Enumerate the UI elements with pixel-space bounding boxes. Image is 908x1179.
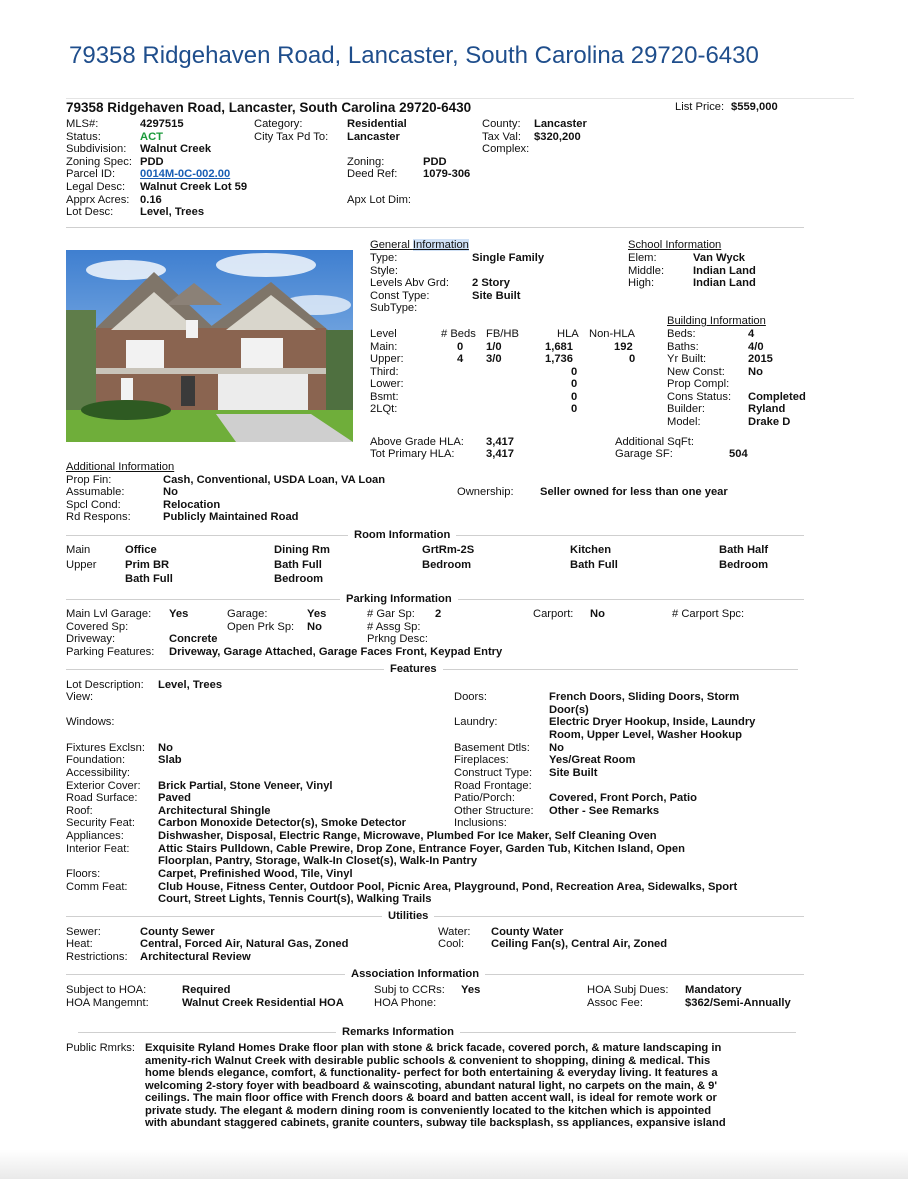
acres-label: Apprx Acres:	[66, 194, 130, 206]
hoa-phone-label: HOA Phone:	[374, 997, 437, 1009]
utilities-heading: Utilities	[382, 910, 434, 922]
legal-desc-label: Legal Desc:	[66, 181, 126, 193]
remarks-line: Exquisite Ryland Homes Drake floor plan with stone & brick facade, covered porch, & mature landscaping in	[145, 1042, 722, 1054]
elem-label: Elem:	[628, 252, 657, 264]
house-photo	[66, 250, 353, 442]
exterior-cover-value: Brick Partial, Stone Veneer, Vinyl	[158, 780, 333, 792]
elem-value: Van Wyck	[693, 252, 746, 264]
prop-fin-label: Prop Fin:	[66, 474, 112, 486]
level-nonhla: 192	[614, 341, 633, 353]
room-level-main: Main	[66, 544, 91, 556]
basement-label: Basement Dtls:	[454, 742, 530, 754]
style-label: Style:	[370, 265, 398, 277]
inclusions-label: Inclusions:	[454, 817, 507, 829]
doors-value-line: French Doors, Sliding Doors, Storm	[549, 691, 740, 703]
fireplaces-value: Yes/Great Room	[549, 754, 636, 766]
builder-value: Ryland	[748, 403, 786, 415]
roof-label: Roof:	[66, 805, 93, 817]
complex-label: Complex:	[482, 143, 530, 155]
above-grade-value: 3,417	[486, 436, 514, 448]
zoning-spec-label: Zoning Spec:	[66, 156, 132, 168]
lot-description-label: Lot Description:	[66, 679, 144, 691]
remarks-line: amenity-rich Walnut Creek with desirable public schools & convenient to shopping, dining & medical. This	[145, 1055, 711, 1067]
public-remarks-label: Public Rmrks:	[66, 1042, 135, 1054]
page-bottom-shadow	[0, 1150, 908, 1179]
water-label: Water:	[438, 926, 471, 938]
other-structure-value: Other - See Remarks	[549, 805, 660, 817]
ownership-value: Seller owned for less than one year	[540, 486, 728, 498]
middle-value: Indian Land	[693, 265, 756, 277]
level-name: Main:	[370, 341, 398, 353]
zoning-spec-value: PDD	[140, 156, 164, 168]
subdivision-value: Walnut Creek	[140, 143, 212, 155]
levels-label: Levels Abv Grd:	[370, 277, 449, 289]
type-value: Single Family	[472, 252, 545, 264]
main-garage-value: Yes	[169, 608, 189, 620]
fireplaces-label: Fireplaces:	[454, 754, 509, 766]
prop-compl-label: Prop Compl:	[667, 378, 730, 390]
gar-sp-value: 2	[435, 608, 442, 620]
foundation-value: Slab	[158, 754, 182, 766]
ccr-value: Yes	[461, 984, 481, 996]
open-prk-value: No	[307, 621, 322, 633]
type-label: Type:	[370, 252, 398, 264]
fixtures-label: Fixtures Exclsn:	[66, 742, 145, 754]
const-type-value: Site Built	[472, 290, 521, 302]
room-item: Dining Rm	[274, 544, 330, 556]
rd-respons-value: Publicly Maintained Road	[163, 511, 299, 523]
above-grade-label: Above Grade HLA:	[370, 436, 464, 448]
room-item: Bedroom	[422, 559, 472, 571]
zoning-value: PDD	[423, 156, 447, 168]
remarks-heading: Remarks Information	[336, 1026, 460, 1038]
tax-val-label: Tax Val:	[482, 131, 521, 143]
windows-label: Windows:	[66, 716, 115, 728]
general-info-heading	[370, 239, 469, 252]
appliances-label: Appliances:	[66, 830, 124, 842]
comm-feat-label: Comm Feat:	[66, 881, 128, 893]
carport-spc-label: # Carport Spc:	[672, 608, 745, 620]
divider	[66, 227, 804, 228]
levels-header-fbhb: FB/HB	[486, 328, 519, 340]
sewer-value: County Sewer	[140, 926, 215, 938]
model-value: Drake D	[748, 416, 791, 428]
level-hla: 0	[571, 378, 578, 390]
laundry-label: Laundry:	[454, 716, 498, 728]
baths-label: Baths:	[667, 341, 699, 353]
garage-label: Garage:	[227, 608, 268, 620]
fixtures-value: No	[158, 742, 173, 754]
remarks-line: welcoming 2-story foyer with beadboard & wainscoting, abundant natural light, no carpets on the main, & 9'	[145, 1080, 718, 1092]
accessibility-label: Accessibility:	[66, 767, 131, 779]
category-label: Category:	[254, 118, 303, 130]
level-fbhb: 3/0	[486, 353, 502, 365]
features-heading: Features	[384, 663, 443, 675]
hoa-label: Subject to HOA:	[66, 984, 147, 996]
remarks-line: with abundant staggered cabinets, granite counters, subway tile backsplash, ss appliances, expansive island	[145, 1117, 726, 1129]
driveway-value: Concrete	[169, 633, 218, 645]
interior-value-line: Floorplan, Pantry, Storage, Walk-In Closet(s), Walk-In Pantry	[158, 855, 478, 867]
rd-respons-label: Rd Respons:	[66, 511, 131, 523]
cons-status-value: Completed	[748, 391, 806, 403]
prkng-desc-label: Prkng Desc:	[367, 633, 428, 645]
room-item: Bath Full	[125, 573, 173, 585]
city-tax-value: Lancaster	[347, 131, 400, 143]
laundry-value-line: Electric Dryer Hookup, Inside, Laundry	[549, 716, 756, 728]
tot-primary-value: 3,417	[486, 448, 514, 460]
additional-info-heading: Additional Information	[66, 461, 175, 473]
beds-value: 4	[748, 328, 755, 340]
parking-features-label: Parking Features:	[66, 646, 155, 658]
lot-desc-value: Level, Trees	[140, 206, 205, 218]
model-label: Model:	[667, 416, 701, 428]
main-garage-label: Main Lvl Garage:	[66, 608, 152, 620]
roof-value: Architectural Shingle	[158, 805, 271, 817]
appliances-value: Dishwasher, Disposal, Electric Range, Microwave, Plumbed For Ice Maker, Self Cleaning Oven	[158, 830, 657, 842]
cons-status-label: Cons Status:	[667, 391, 732, 403]
parcel-label: Parcel ID:	[66, 168, 116, 180]
levels-header-beds: # Beds	[441, 328, 476, 340]
level-hla: 0	[571, 391, 578, 403]
county-value: Lancaster	[534, 118, 587, 130]
room-item: Bedroom	[719, 559, 769, 571]
carport-label: Carport:	[533, 608, 574, 620]
mls-value: 4297515	[140, 118, 184, 130]
floors-value: Carpet, Prefinished Wood, Tile, Vinyl	[158, 868, 353, 880]
carport-value: No	[590, 608, 605, 620]
divider	[66, 916, 804, 917]
basement-value: No	[549, 742, 564, 754]
deed-ref-value: 1079-306	[423, 168, 471, 180]
heat-label: Heat:	[66, 938, 93, 950]
floors-label: Floors:	[66, 868, 101, 880]
cool-label: Cool:	[438, 938, 465, 950]
construct-type-value: Site Built	[549, 767, 598, 779]
new-const-label: New Const:	[667, 366, 725, 378]
tax-val-value: $320,200	[534, 131, 581, 143]
beds-label: Beds:	[667, 328, 696, 340]
patio-label: Patio/Porch:	[454, 792, 515, 804]
road-surface-value: Paved	[158, 792, 191, 804]
baths-value: 4/0	[748, 341, 764, 353]
legal-desc-value: Walnut Creek Lot 59	[140, 181, 248, 193]
level-hla: 0	[571, 366, 578, 378]
levels-header-nonhla: Non-HLA	[589, 328, 636, 340]
remarks-line: private study. The elegant & modern dining room is conveniently located to the kitchen which is appointed	[145, 1105, 712, 1117]
middle-label: Middle:	[628, 265, 665, 277]
open-prk-label: Open Prk Sp:	[227, 621, 295, 633]
room-item: Bath Full	[570, 559, 618, 571]
garage-sf-value: 504	[729, 448, 748, 460]
city-tax-label: City Tax Pd To:	[254, 131, 329, 143]
hoa-dues-label: HOA Subj Dues:	[587, 984, 669, 996]
builder-label: Builder:	[667, 403, 705, 415]
security-label: Security Feat:	[66, 817, 136, 829]
yr-built-label: Yr Built:	[667, 353, 707, 365]
level-fbhb: 1/0	[486, 341, 502, 353]
level-name: Third:	[370, 366, 399, 378]
building-info-heading: Building Information	[667, 315, 766, 327]
yr-built-value: 2015	[748, 353, 773, 365]
level-name: Upper:	[370, 353, 404, 365]
gar-sp-label: # Gar Sp:	[367, 608, 415, 620]
listing-address: 79358 Ridgehaven Road, Lancaster, South Carolina 29720-6430	[66, 100, 472, 115]
status-label: Status:	[66, 131, 101, 143]
patio-value: Covered, Front Porch, Patio	[549, 792, 697, 804]
room-item: Kitchen	[570, 544, 612, 556]
room-item: Prim BR	[125, 559, 170, 571]
level-hla: 0	[571, 403, 578, 415]
lot-dim-label: Apx Lot Dim:	[347, 194, 412, 206]
assoc-fee-label: Assoc Fee:	[587, 997, 643, 1009]
comm-feat-value-line: Court, Street Lights, Tennis Court(s), Walking Trails	[158, 893, 432, 905]
water-value: County Water	[491, 926, 564, 938]
hoa-mgmt-value: Walnut Creek Residential HOA	[182, 997, 344, 1009]
sewer-label: Sewer:	[66, 926, 101, 938]
parcel-id-link[interactable]: 0014M-0C-002.00	[140, 168, 231, 180]
road-surface-label: Road Surface:	[66, 792, 138, 804]
list-price-value: $559,000	[731, 101, 778, 113]
general-heading-part: General	[370, 239, 413, 251]
hoa-mgmt-label: HOA Mangemnt:	[66, 997, 149, 1009]
county-label: County:	[482, 118, 521, 130]
spcl-cond-label: Spcl Cond:	[66, 499, 121, 511]
levels-header-hla: HLA	[557, 328, 579, 340]
const-type-label: Const Type:	[370, 290, 430, 302]
other-structure-label: Other Structure:	[454, 805, 534, 817]
room-item: Office	[125, 544, 157, 556]
room-item: GrtRm-2S	[422, 544, 475, 556]
lot-desc-label: Lot Desc:	[66, 206, 114, 218]
spcl-cond-value: Relocation	[163, 499, 221, 511]
level-hla: 1,681	[545, 341, 573, 353]
subdivision-label: Subdivision:	[66, 143, 127, 155]
foundation-label: Foundation:	[66, 754, 126, 766]
level-hla: 1,736	[545, 353, 573, 365]
page-title: 79358 Ridgehaven Road, Lancaster, South Carolina 29720-6430	[69, 42, 759, 69]
parking-info-heading: Parking Information	[340, 593, 458, 605]
view-label: View:	[66, 691, 94, 703]
ownership-label: Ownership:	[457, 486, 514, 498]
room-item: Bath Half	[719, 544, 769, 556]
room-info-heading: Room Information	[348, 529, 456, 541]
interior-label: Interior Feat:	[66, 843, 130, 855]
association-heading: Association Information	[345, 968, 485, 980]
school-info-heading: School Information	[628, 239, 722, 251]
high-label: High:	[628, 277, 655, 289]
tot-primary-label: Tot Primary HLA:	[370, 448, 455, 460]
new-const-value: No	[748, 366, 763, 378]
room-item: Bath Full	[274, 559, 322, 571]
road-frontage-label: Road Frontage:	[454, 780, 532, 792]
status-value: ACT	[140, 131, 163, 143]
heat-value: Central, Forced Air, Natural Gas, Zoned	[140, 938, 349, 950]
level-nonhla: 0	[629, 353, 636, 365]
interior-value-line: Attic Stairs Pulldown, Cable Prewire, Drop Zone, Entrance Foyer, Garden Tub, Kitchen Island, Open	[158, 843, 685, 855]
additional-sqft-label: Additional SqFt:	[615, 436, 694, 448]
mls-label: MLS#:	[66, 118, 99, 130]
assumable-label: Assumable:	[66, 486, 125, 498]
comm-feat-value-line: Club House, Fitness Center, Outdoor Pool, Picnic Area, Playground, Pond, Recreation Area, Sidewalks, Sport	[158, 881, 738, 893]
exterior-cover-label: Exterior Cover:	[66, 780, 141, 792]
doors-value-line: Door(s)	[549, 704, 589, 716]
divider	[66, 98, 854, 99]
assumable-value: No	[163, 486, 178, 498]
driveway-label: Driveway:	[66, 633, 116, 645]
parking-features-value: Driveway, Garage Attached, Garage Faces Front, Keypad Entry	[169, 646, 503, 658]
security-value: Carbon Monoxide Detector(s), Smoke Detector	[158, 817, 407, 829]
level-beds: 4	[457, 353, 464, 365]
remarks-line: home blends elegance, comfort, & functionality- perfect for both entertaining & everyday living. It features a	[145, 1067, 718, 1079]
ccr-label: Subj to CCRs:	[374, 984, 445, 996]
doors-label: Doors:	[454, 691, 487, 703]
lot-description-value: Level, Trees	[158, 679, 223, 691]
level-name: Bsmt:	[370, 391, 399, 403]
level-beds: 0	[457, 341, 464, 353]
acres-value: 0.16	[140, 194, 162, 206]
restrictions-value: Architectural Review	[140, 951, 251, 963]
room-item: Bedroom	[274, 573, 324, 585]
hoa-value: Required	[182, 984, 231, 996]
assg-sp-label: # Assg Sp:	[367, 621, 421, 633]
deed-ref-label: Deed Ref:	[347, 168, 398, 180]
levels-value: 2 Story	[472, 277, 510, 289]
cool-value: Ceiling Fan(s), Central Air, Zoned	[491, 938, 668, 950]
zoning-label: Zoning:	[347, 156, 385, 168]
subtype-label: SubType:	[370, 302, 418, 314]
category-value: Residential	[347, 118, 407, 130]
list-price-label: List Price:	[675, 101, 725, 113]
covered-sp-label: Covered Sp:	[66, 621, 129, 633]
hoa-dues-value: Mandatory	[685, 984, 742, 996]
garage-sf-label: Garage SF:	[615, 448, 673, 460]
room-level-upper: Upper	[66, 559, 97, 571]
remarks-line: ceilings. The main floor office with French doors & board and batten accent wall, is ideal for remote work or	[145, 1092, 717, 1104]
garage-value: Yes	[307, 608, 327, 620]
levels-header-level: Level	[370, 328, 397, 340]
high-value: Indian Land	[693, 277, 756, 289]
general-heading-highlight: Information	[412, 239, 469, 251]
construct-type-label: Construct Type:	[454, 767, 533, 779]
assoc-fee-value: $362/Semi-Annually	[685, 997, 791, 1009]
prop-fin-value: Cash, Conventional, USDA Loan, VA Loan	[163, 474, 386, 486]
restrictions-label: Restrictions:	[66, 951, 128, 963]
level-name: 2LQt:	[370, 403, 398, 415]
laundry-value-line: Room, Upper Level, Washer Hookup	[549, 729, 742, 741]
level-name: Lower:	[370, 378, 404, 390]
